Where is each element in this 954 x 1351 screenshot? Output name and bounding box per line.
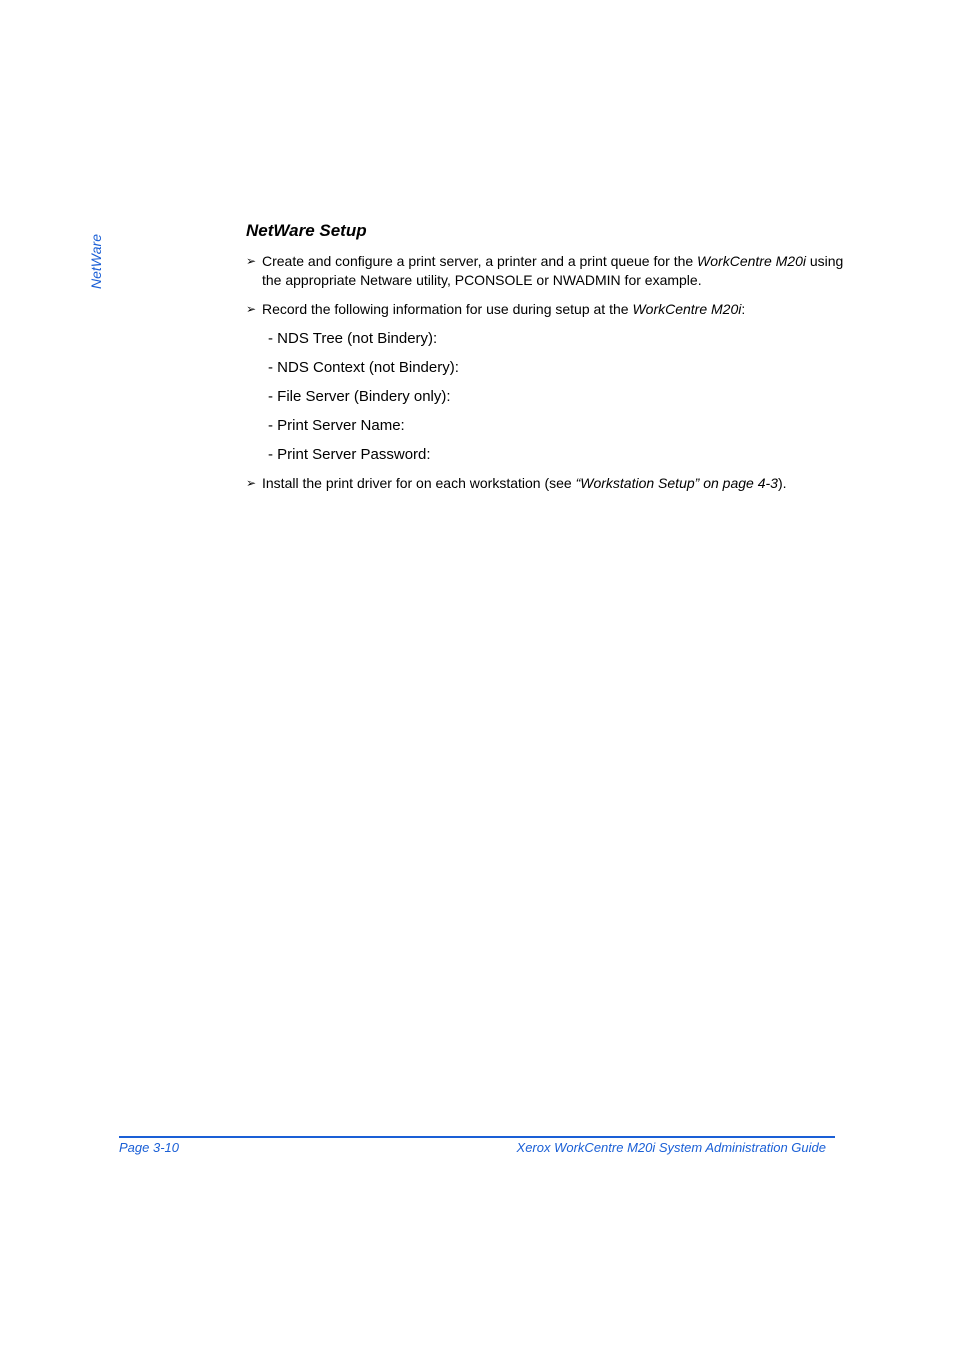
bullet-text: ). [777, 475, 787, 491]
bullet-text: Create and configure a print server, a printer and a print queue for the [262, 253, 698, 269]
info-list [268, 329, 846, 464]
footer-divider [119, 1136, 835, 1138]
list-item: - Print Server Password: [268, 446, 431, 463]
footer-page-number: Page 3-10 [119, 1140, 179, 1155]
arrow-bullet-icon: ➢ [246, 476, 257, 490]
arrow-bullet-icon: ➢ [246, 302, 257, 316]
bullet-item [246, 252, 846, 290]
footer-guide-title: Xerox WorkCentre M20i System Administration Guide [516, 1140, 826, 1155]
main-content [246, 220, 846, 503]
arrow-bullet-icon: ➢ [246, 254, 257, 268]
list-item: - Print Server Name: [268, 417, 405, 434]
bullet-item [246, 474, 846, 493]
bullet-italic: WorkCentre M20i [632, 301, 742, 317]
section-heading: NetWare Setup [246, 221, 367, 240]
cross-reference-link[interactable]: “Workstation Setup” on page 4-3 [575, 475, 778, 491]
side-tab-label: NetWare [88, 234, 104, 289]
bullet-item [246, 300, 846, 319]
list-item: - NDS Tree (not Bindery): [268, 330, 438, 347]
list-item: - File Server (Bindery only): [268, 388, 451, 405]
bullet-text: using the appropriate Netware utility, PCONSOLE or NWADMIN for example. [262, 253, 844, 288]
bullet-italic: WorkCentre M20i [697, 253, 806, 269]
bullet-text: Record the following information for use during setup at the [262, 301, 633, 317]
list-item: - NDS Context (not Bindery): [268, 359, 459, 376]
bullet-text: Install the print driver for on each workstation (see [262, 475, 576, 491]
bullet-text: : [741, 301, 746, 317]
